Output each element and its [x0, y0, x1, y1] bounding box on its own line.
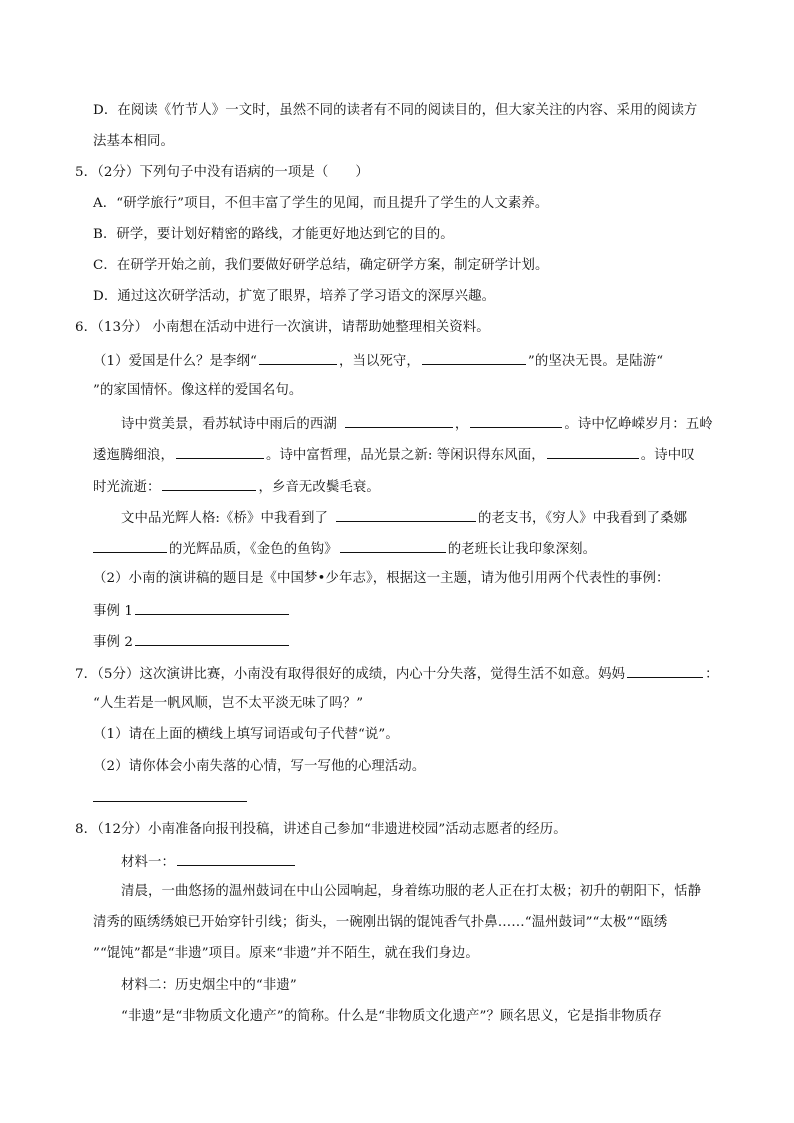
q6-text-line1 [121, 507, 687, 529]
q6-example-2 [93, 631, 291, 653]
answer-blank[interactable] [422, 350, 526, 365]
q7-stem [75, 663, 719, 685]
text-segment: ， [454, 417, 469, 432]
q5-stem: 5．（2分）下列句子中没有语病的一项是（ ） [75, 165, 369, 180]
text-segment: 。诗中富哲理，品光景之新: 等闲识得东风面， [265, 448, 545, 463]
text-segment: 的光辉品质，《金色的鱼钩》 [169, 542, 338, 557]
q8-para-line2: 清秀的瓯绣绣娘已开始穿针引线；街头，一碗刚出锅的馄饨香气扑鼻……“温州鼓词”“太极”“瓯绣 [93, 915, 668, 930]
text-segment: 的老支书，《穷人》中我看到了桑娜 [477, 511, 688, 526]
answer-blank[interactable] [176, 444, 264, 459]
example-label: 事例 2 [93, 635, 133, 650]
answer-blank[interactable] [177, 851, 295, 866]
answer-blank[interactable] [340, 538, 446, 553]
text-segment: 诗中赏美景，看苏轼诗中雨后的西湖 [121, 417, 337, 432]
answer-blank[interactable] [336, 507, 476, 522]
answer-blank[interactable] [259, 350, 337, 365]
answer-blank[interactable] [93, 538, 167, 553]
answer-blank[interactable] [470, 413, 562, 428]
q5-option-d: D．通过这次研学活动，扩宽了眼界，培养了学习语文的深厚兴趣。 [93, 289, 496, 304]
text-segment: 的老班长让我印象深刻。 [447, 542, 597, 557]
q6-text-line2 [93, 538, 596, 560]
q8-material1-heading [121, 851, 297, 873]
text-segment: 逶迤腾细浪， [93, 448, 174, 463]
q5-option-a: A．“研学旅行”项目，不但丰富了学生的见闻，而且提升了学生的人文素养。 [93, 196, 549, 211]
q6-stem: 6．（13分） 小南想在活动中进行一次演讲，请帮助她整理相关资料。 [75, 320, 490, 335]
text-segment: 材料一： [121, 855, 175, 870]
answer-blank[interactable] [345, 413, 453, 428]
q8-material2-heading: 材料二：历史烟尘中的“非遗” [121, 978, 297, 993]
text-segment: 。诗中忆峥嵘岁月：五岭 [564, 417, 713, 432]
answer-blank[interactable] [135, 600, 289, 615]
answer-blank[interactable] [627, 663, 703, 678]
q8-para-line4: “非遗”是“非物质文化遗产”的简称。什么是“非物质文化遗产”？顾名思义，它是指非物质存 [121, 1009, 662, 1024]
q6-example-1 [93, 600, 291, 622]
example-label: 事例 1 [93, 604, 133, 619]
text-segment: ”的坚决无畏。是陆游“ [527, 354, 664, 369]
q6-part2-stem: （2）小南的演讲稿的题目是《中国梦•少年志》，根据这一主题，请为他引用两个代表性的事例： [93, 571, 670, 586]
text-segment: 文中品光辉人格:《桥》中我看到了 [121, 511, 328, 526]
q7-answer-line[interactable] [93, 801, 247, 802]
q8-para-line3: ”“馄饨”都是“非遗”项目。原来“非遗”并不陌生，就在我们身边。 [93, 946, 479, 961]
q5-option-c: C．在研学开始之前，我们要做好研学总结，确定研学方案，制定研学计划。 [93, 258, 549, 273]
q6-part1-line2: ”的家国情怀。像这样的爱国名句。 [93, 383, 303, 398]
text-segment: ，乡音无改鬓毛衰。 [258, 480, 380, 495]
q6-part1-line1 [93, 350, 663, 372]
q4-option-d-line2: 法基本相同。 [93, 134, 174, 149]
text-segment: ： [705, 667, 719, 682]
q8-stem: 8．（12分）小南准备向报刊投稿，讲述自己参加“非遗进校园”活动志愿者的经历。 [75, 822, 567, 837]
q7-quote: “人生若是一帆风顺，岂不太平淡无味了吗？” [93, 696, 364, 711]
q6-poem-line3 [93, 476, 380, 498]
q7-part1: （1）请在上面的横线上填写词语或句子代替“说”。 [93, 727, 399, 742]
answer-blank[interactable] [547, 444, 639, 459]
q8-para-line1: 清晨，一曲悠扬的温州鼓词在中山公园响起，身着练功服的老人正在打太极；初升的朝阳下，恬静 [121, 884, 702, 899]
q4-option-d-line1: D．在阅读《竹节人》一文时，虽然不同的读者有不同的阅读目的，但大家关注的内容、采用的阅读方 [93, 103, 698, 118]
text-segment: （1）爱国是什么？是李纲“ [93, 354, 257, 369]
answer-blank[interactable] [162, 476, 256, 491]
q7-part2: （2）请你体会小南失落的心情，写一写他的心理活动。 [93, 759, 426, 774]
text-segment: 7．（5分）这次演讲比赛，小南没有取得很好的成绩，内心十分失落，觉得生活不如意。妈妈 [75, 667, 626, 682]
q6-poem-line2 [93, 444, 695, 466]
q5-option-b: B．研学，要计划好精密的路线，才能更好地达到它的目的。 [93, 227, 454, 242]
text-segment: ，当以死守， [338, 354, 420, 369]
q6-poem-line1 [121, 413, 713, 435]
answer-blank[interactable] [135, 631, 289, 646]
text-segment: 时光流逝： [93, 480, 161, 495]
text-segment: 。诗中叹 [640, 448, 695, 463]
